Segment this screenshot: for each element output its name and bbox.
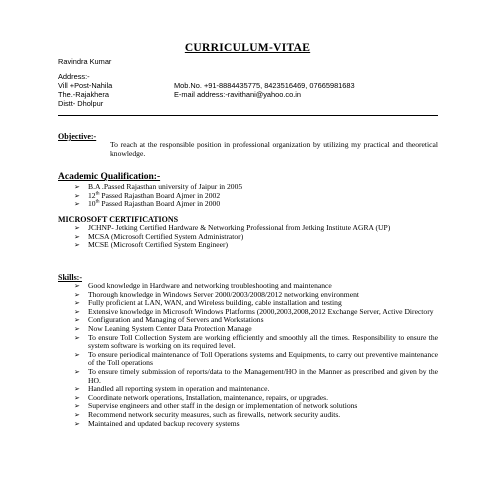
list-item: ➢ Good knowledge in Hardware and networking troubleshooting and maintenance [74, 281, 332, 290]
arrow-bullet-icon: ➢ [74, 393, 80, 402]
arrow-bullet-icon: ➢ [74, 410, 80, 419]
arrow-bullet-icon: ➢ [74, 191, 80, 200]
arrow-bullet-icon: ➢ [74, 333, 80, 342]
address-line-1: Vill +Post-Nahila [58, 81, 113, 90]
arrow-bullet-icon: ➢ [74, 241, 80, 250]
arrow-bullet-icon: ➢ [74, 419, 80, 428]
list-item: ➢ Fully proficient at LAN, WAN, and Wireless building, cable installation and testing [74, 298, 342, 308]
list-item: ➢ To ensure timely submission of reports/data to the Management/HO in the Manner as prescribed and given by the HO. [74, 366, 438, 385]
list-item: ➢ Recommend network security measures, such as firewalls, network security audits. [74, 409, 341, 419]
objective-text: To reach at the responsible position in professional organization by utilizing my practical and theoretical knowledge. [110, 140, 438, 158]
list-item: ➢ Now Leaning System Center Data Protection Manage [74, 323, 252, 333]
arrow-bullet-icon: ➢ [74, 183, 80, 191]
skills-list [74, 282, 438, 428]
arrow-bullet-icon: ➢ [74, 290, 80, 299]
objective-heading: Objective:- [58, 132, 97, 141]
list-item: ➢ Coordinate network operations, Installation, maintenance, repairs, or upgrades. [74, 392, 328, 402]
address-line-2: The.-Rajakhera [58, 90, 109, 99]
arrow-bullet-icon: ➢ [74, 385, 80, 394]
arrow-bullet-icon: ➢ [74, 324, 80, 333]
list-item: ➢ Thorough knowledge in Windows Server 2000/2003/2008/2012 networking environment [74, 289, 359, 299]
list-item: ➢ 12th Passed Rajasthan Board Ajmer in 2002 [74, 190, 221, 200]
list-item: ➢ Supervise engineers and other staff in the design or implementation of network solutions [74, 401, 358, 411]
list-item: ➢ To ensure Toll Collection System are working efficiently and smoothly all the times. Responsibility to ensure the system software is working on its required level. [74, 332, 438, 351]
email-address: E-mail address:-ravithani@yahoo.co.in [174, 90, 302, 99]
list-item: ➢ MCSA (Microsoft Certified System Administrator) [74, 231, 244, 241]
arrow-bullet-icon: ➢ [74, 367, 80, 376]
certifications-list [74, 224, 438, 250]
list-item: ➢ B.A .Passed Rajasthan university of Jaipur in 2005 [74, 182, 243, 191]
document-title: CURRICULUM-VITAE [184, 42, 311, 54]
arrow-bullet-icon: ➢ [74, 316, 80, 325]
arrow-bullet-icon: ➢ [74, 200, 80, 209]
list-item: ➢ Extensive knowledge in Microsoft Windows Platforms (2000,2003,2008,2012 Exchange Server, Active Directory [74, 306, 434, 316]
list-item: ➢ To ensure periodical maintenance of Toll Operations systems and Equipments, to carry out preventive maintenance of the Toll operations [74, 349, 438, 368]
arrow-bullet-icon: ➢ [74, 299, 80, 308]
mobile-numbers: Mob.No. +91-8884435775, 8423516469, 07665981683 [174, 81, 355, 90]
list-item: ➢ 10th Passed Rajasthan Board Ajmer in 2000 [74, 199, 221, 209]
list-item: ➢ Handled all reporting system in operation and maintenance. [74, 384, 270, 394]
arrow-bullet-icon: ➢ [74, 402, 80, 411]
skills-heading: Skills:- [58, 273, 83, 282]
arrow-bullet-icon: ➢ [74, 224, 80, 232]
address-label: Address:- [58, 72, 90, 81]
divider-line [58, 115, 438, 116]
certifications-heading: MICROSOFT CERTIFICATIONS [58, 215, 179, 224]
list-item: ➢ MCSE (Microsoft Certified System Engineer) [74, 240, 229, 250]
list-item: ➢ JCHNP- Jetking Certified Hardware & Networking Professional from Jetking Institute AGRA (UP) [74, 223, 391, 232]
arrow-bullet-icon: ➢ [74, 350, 80, 359]
arrow-bullet-icon: ➢ [74, 282, 80, 290]
list-item: ➢ Maintained and updated backup recovery systems [74, 418, 240, 428]
list-item: ➢ Configuration and Managing of Servers and Workstations [74, 315, 264, 325]
academic-heading: Academic Qualification:- [58, 172, 161, 182]
arrow-bullet-icon: ➢ [74, 232, 80, 241]
candidate-name: Ravindra Kumar [58, 57, 112, 66]
academic-list [74, 183, 434, 209]
arrow-bullet-icon: ➢ [74, 307, 80, 316]
address-line-3: Distt- Dholpur [58, 99, 104, 108]
